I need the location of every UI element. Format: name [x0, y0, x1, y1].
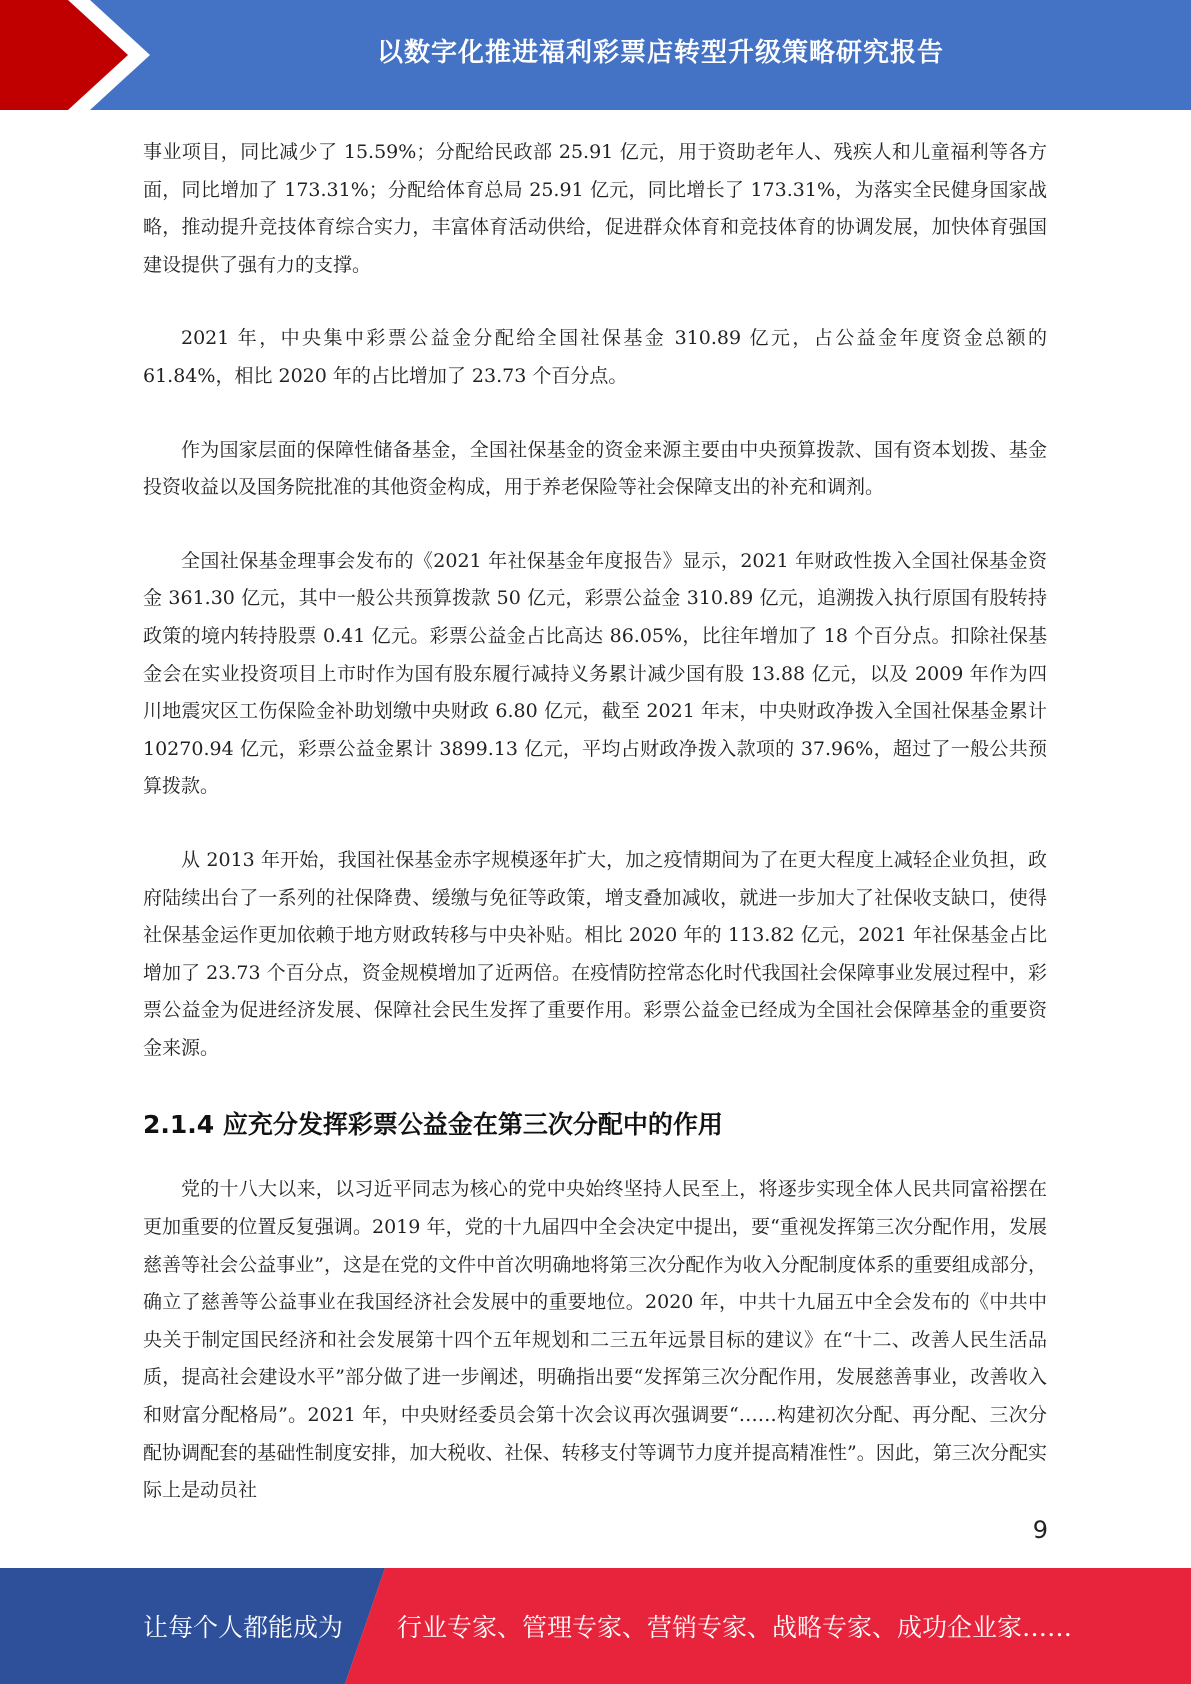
report-title: 以数字化推进福利彩票店转型升级策略研究报告 [376, 37, 944, 68]
page-number: 9 [1032, 1516, 1048, 1544]
body-paragraph: 事业项目，同比减少了 15.59%；分配给民政部 25.91 亿元，用于资助老年人、残疾人和儿童福利等各方面，同比增加了 173.31%；分配给体育总局 25.91 亿元，同比增长了 173.31%，为落实全民健身国家战略，推动提升竞技体育综合实力，丰富体育活动供给，促进群众体育和竞技体育的协调发展，加快体育强国建设提供了强有力的支撑。 [143, 141, 1047, 276]
body-paragraph: 党的十八大以来，以习近平同志为核心的党中央始终坚持人民至上，将逐步实现全体人民共同富裕摆在更加重要的位置反复强调。2019 年，党的十九届四中全会决定中提出，要“重视发挥第三次分配作用，发展慈善等社会公益事业”，这是在党的文件中首次明确地将第三次分配作为收入分配制度体系的重要组成部分，确立了慈善等公益事业在我国经济社会发展中的重要地位。2020 年，中共十九届五中全会发布的《中共中央关于制定国民经济和社会发展第十四个五年规划和二三五年远景目标的建议》在“十二、改善人民生活品质，提高社会建设水平”部分做了进一步阐述，明确指出要“发挥第三次分配作用，发展慈善事业，改善收入和财富分配格局”。2021 年，中央财经委员会第十次会议再次强调要“……构建初次分配、再分配、三次分配协调配套的基础性制度安排，加大税收、社保、转移支付等调节力度并提高精准性”。因此，第三次分配实际上是动员社 [143, 1178, 1047, 1502]
footer-slogan-left: 让每个人都能成为 [143, 1613, 344, 1642]
body-paragraph: 作为国家层面的保障性储备基金，全国社保基金的资金来源主要由中央预算拨款、国有资本划拨、基金投资收益以及国务院批准的其他资金构成，用于养老保险等社会保障支出的补充和调剂。 [143, 438, 1047, 499]
body-paragraph: 全国社保基金理事会发布的《2021 年社保基金年度报告》显示，2021 年财政性拨入全国社保基金资金 361.30 亿元，其中一般公共预算拨款 50 亿元，彩票公益金 310.89 亿元，追溯拨入执行原国有股转持政策的境内转持股票 0.41 亿元。彩票公益金占比高达 86.05%，比往年增加了 18 个百分点。扣除社保基金会在实业投资项目上市时作为国有股东履行减持义务累计减少国有股 13.88 亿元，以及 2009 年作为四川地震灾区工伤保险金补助划缴中央财政 6.80 亿元，截至 2021 年末，中央财政净拨入全国社保基金累计 10270.94 亿元，彩票公益金累计 3899.13 亿元，平均占财政净拨入款项的 37.96%，超过了一般公共预算拨款。 [143, 549, 1047, 798]
footer-slogan-right: 行业专家、管理专家、营销专家、战略专家、成功企业家…… [397, 1613, 1073, 1642]
page-header [0, 0, 1191, 110]
page-footer [0, 1568, 1191, 1684]
section-heading: 2.1.4 应充分发挥彩票公益金在第三次分配中的作用 [143, 1110, 723, 1140]
body-paragraph: 2021 年，中央集中彩票公益金分配给全国社保基金 310.89 亿元，占公益金年度资金总额的 61.84%，相比 2020 年的占比增加了 23.73 个百分点。 [143, 327, 1047, 387]
document-body [143, 134, 1047, 1546]
body-paragraph: 从 2013 年开始，我国社保基金赤字规模逐年扩大，加之疫情期间为了在更大程度上减轻企业负担，政府陆续出台了一系列的社保降费、缓缴与免征等政策，增支叠加减收，就进一步加大了社保收支缺口，使得社保基金运作更加依赖于地方财政转移与中央补贴。相比 2020 年的 113.82 亿元，2021 年社保基金占比增加了 23.73 个百分点，资金规模增加了近两倍。在疫情防控常态化时代我国社会保障事业发展过程中，彩票公益金为促进经济发展、保障社会民生发挥了重要作用。彩票公益金已经成为全国社会保障基金的重要资金来源。 [143, 848, 1047, 1059]
